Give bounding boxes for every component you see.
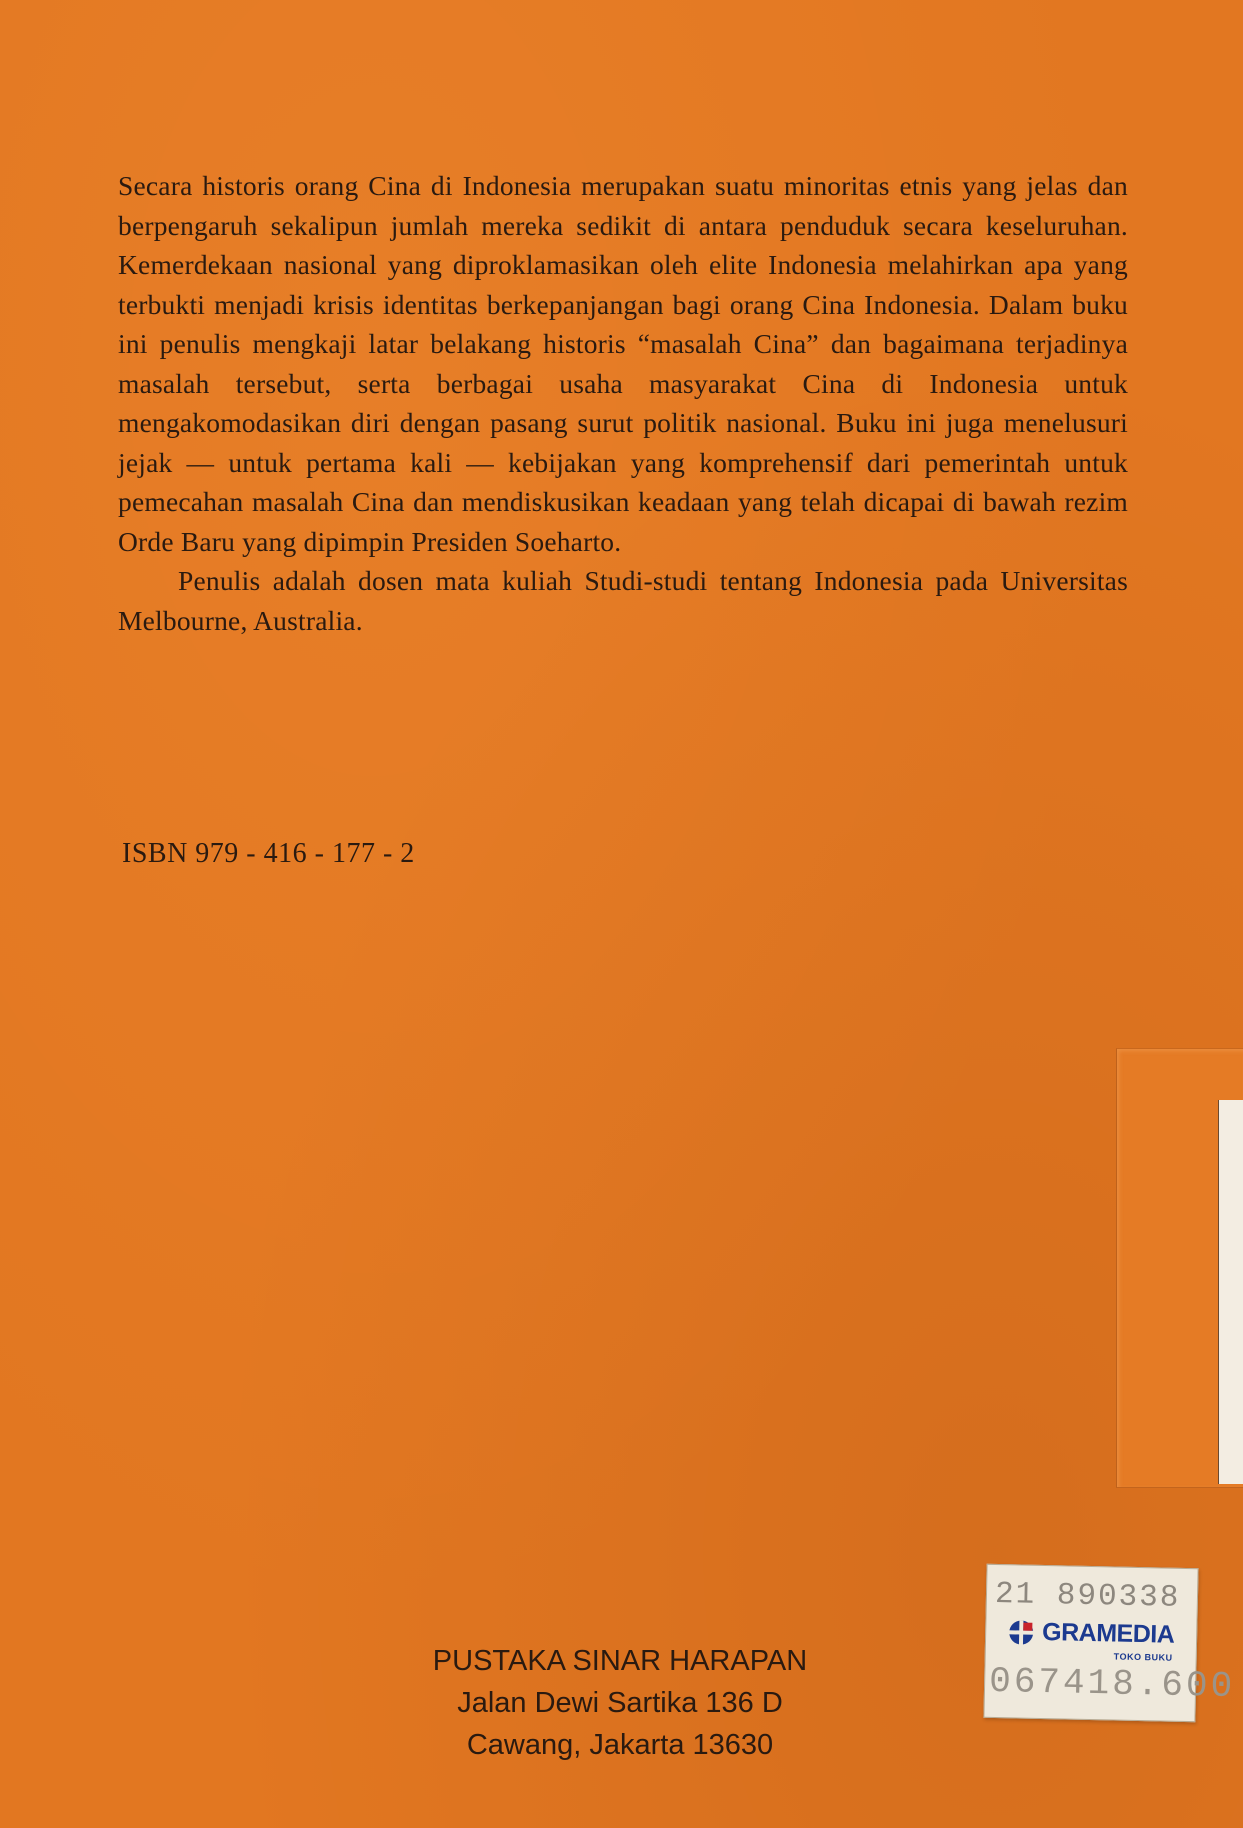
label-paper-strip: [1218, 1100, 1243, 1484]
blurb-paragraph-2: Penulis adalah dosen mata kuliah Studi-studi tentang Indonesia pada Universitas Melbourne, Australia.: [118, 565, 1128, 636]
price-sticker: [983, 1564, 1236, 1722]
blurb-text: [118, 166, 1128, 640]
sticker-brand-name: GRAMEDIA: [1041, 1617, 1175, 1649]
gramedia-logo-icon: [1006, 1618, 1037, 1647]
sticker-code: 21 890338: [994, 1576, 1181, 1616]
sticker-subtitle: TOKO BUKU: [1113, 1651, 1173, 1663]
publisher-address-line-1: Jalan Dewi Sartika 136 D: [457, 1687, 783, 1719]
publisher-name: PUSTAKA SINAR HARAPAN: [432, 1645, 808, 1677]
publisher-block: [380, 1640, 860, 1766]
sticker-brand: [1006, 1617, 1175, 1650]
blurb-paragraph-1: Secara historis orang Cina di Indonesia merupakan suatu minoritas etnis yang jelas dan berpengaruh sekalipun jumlah mereka sedikit di antara penduduk secara keseluruhan. Kemerdekaan nasional yang diproklamasikan oleh elite Indonesia melahirkan apa yang terbukti menjadi krisis identitas berkepanjangan bagi orang Cina Indonesia. Dalam buku ini penulis mengkaji latar belakang historis “masalah Cina” dan bagaimana terjadinya masalah tersebut, serta berbagai usaha masyarakat Cina di Indonesia untuk mengakomodasikan diri dengan pasang surut politik nasional. Buku ini juga menelusuri jejak — untuk pertama kali — kebijakan yang komprehensif dari pemerintah untuk pemecahan masalah Cina dan mendiskusikan keadaan yang telah dicapai di bawah rezim Orde Baru yang dipimpin Presiden Soeharto.: [118, 170, 1128, 557]
isbn: ISBN 979 - 416 - 177 - 2: [122, 838, 415, 869]
publisher-address-line-2: Cawang, Jakarta 13630: [466, 1729, 774, 1761]
sticker-price: 067418.600: [988, 1660, 1236, 1708]
